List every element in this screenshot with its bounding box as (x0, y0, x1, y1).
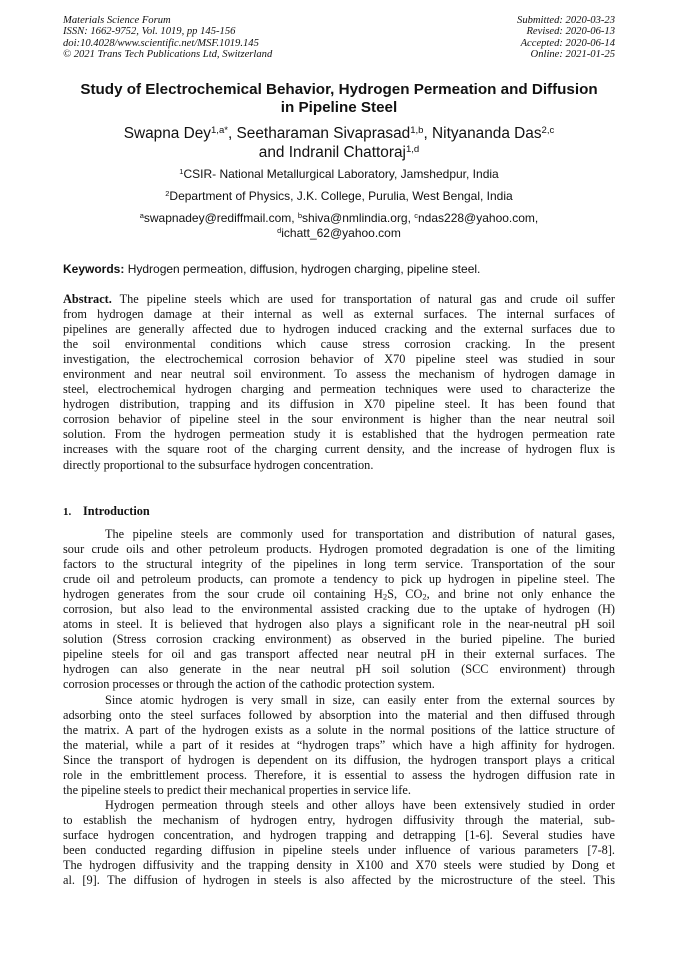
body-line: The pipeline steels are commonly used for transportation and distribution of natural gases, (105, 527, 615, 541)
author-list (40, 124, 638, 162)
affiliation-marker: 2 (165, 188, 170, 198)
affiliation-text: Department of Physics, J.K. College, Purulia, West Bengal, India (169, 189, 513, 203)
author-name: and Indranil Chattoraj (258, 144, 406, 161)
abstract-line: directly proportional to the subsurface hydrogen concentration. (63, 457, 374, 472)
author-separator: , (423, 125, 433, 142)
body-line: factors to the structural integrity of the pipelines in long term service. Transportation of the sour (63, 557, 615, 572)
keywords (63, 262, 480, 276)
body-line: hydrogen can also generate in the near neutral pH soil solution (SCC environment) through (63, 662, 615, 677)
body-line: atoms in steel. It is believed that hydrogen also plays a significant role in the near-neutral pH soil (63, 617, 615, 632)
introduction-body (63, 527, 615, 888)
author-affiliation-marker: 1,a* (211, 124, 228, 136)
body-line: the matrix. A part of the hydrogen exists as a solute in the normal positions of the lattice structure of (63, 722, 615, 737)
abstract-line: the soil environmental conditions which cause stress corrosion cracking. In the present (63, 337, 615, 352)
author-affiliation-marker: 1,b (410, 124, 424, 136)
author-name: Swapna Dey (123, 125, 211, 142)
author-separator: , (227, 125, 237, 142)
body-line: role in the embrittlement process. Therefore, it is essential to assess the hydrogen diffusion rate in (63, 767, 615, 782)
section-title: Introduction (83, 504, 150, 518)
body-line: sour crude oils and other petroleum products. Hydrogen promoted degradation is one of the limiting (63, 542, 615, 557)
body-line: Since atomic hydrogen is very small in size, can easily enter from the external sources by (105, 692, 615, 707)
abstract-text: The pipeline steels which are used for transportation of natural gas and crude oil suffer (111, 292, 615, 306)
subscript: 2 (382, 591, 388, 602)
body-line: the material, while a part of it resides at “hydrogen traps” which have a high affinity for hydrogen. (63, 737, 615, 752)
journal-name: Materials Science Forum (63, 15, 171, 26)
abstract-line: pipelines are generally affected due to hydrogen induced cracking and the external surfaces due to (63, 322, 615, 337)
body-line: the pipeline steels to predict their mechanical properties in service life. (63, 782, 411, 797)
body-line: Since the transport of hydrogen is dependent on its diffusion, the hydrogen transport plays a critical (63, 752, 615, 767)
body-line: corrosion, but also lead to the environmental assisted cracking due to the uptake of hydrogen (H) (63, 602, 615, 617)
email-link[interactable]: swapnadey@rediffmail.com, (143, 211, 298, 225)
abstract-line: from hydrogen damage at their internal as well as external surfaces. The internal surfaces of (63, 307, 615, 322)
body-line: pipeline steels for oil and gas transport affected near neutral pH in their external surfaces. The (63, 647, 615, 662)
title-line-2: in Pipeline Steel (280, 99, 398, 116)
keywords-text: Hydrogen permeation, diffusion, hydrogen charging, pipeline steel. (124, 262, 481, 276)
section-number: 1. (63, 506, 72, 518)
abstract-line: environment and near neutral soil environment. To assess the mechanism of hydrogen damage in (63, 367, 615, 382)
author-name: Seetharaman Sivaprasad (236, 125, 411, 142)
journal-doi: doi:10.4028/www.scientific.net/MSF.1019.145 (63, 37, 259, 49)
body-line: been conducted regarding diffusion in pipeline steels under influence of various parameters [7-8]. (63, 842, 615, 857)
author-emails (40, 211, 638, 240)
body-line: solution (Stress corrosion cracking environment) as observed in the buried pipeline. The buried (63, 632, 615, 647)
email-link[interactable]: ndas228@yahoo.com, (418, 211, 539, 225)
abstract-line: steel, electrochemical hydrogen charging and permeation techniques were used to characterize the (63, 382, 615, 397)
email-marker: c (414, 210, 418, 220)
body-text: S, CO (387, 587, 423, 602)
email-link[interactable]: ichatt_62@yahoo.com (281, 225, 401, 240)
abstract-line (63, 292, 615, 307)
date-accepted: Accepted: 2020-06-14 (520, 37, 615, 49)
affiliation-text: CSIR- National Metallurgical Laboratory, Jamshedpur, India (183, 167, 499, 181)
publication-dates (517, 15, 615, 61)
abstract-line: investigation, the electrochemical corrosion behavior of X70 pipeline steel was studied in sour (63, 352, 615, 367)
email-marker: a (139, 210, 144, 220)
affiliation-marker: 1 (179, 166, 184, 176)
body-line: corrosion processes or through the action of the cathodic protection system. (63, 677, 435, 692)
body-line: surface hydrogen concentration, and hydrogen trapping and detrapping [1-6]. Several studies have (63, 827, 615, 842)
journal-issn: ISSN: 1662-9752, Vol. 1019, pp 145-156 (63, 26, 236, 38)
author-affiliation-marker: 2,c (541, 124, 555, 136)
body-line: adsorbing onto the steel surfaces followed by absorption into the material and then diffused through (63, 707, 615, 722)
affiliation-2 (40, 189, 638, 203)
subscript: 2 (422, 591, 427, 602)
date-online: Online: 2021-01-25 (530, 49, 615, 61)
journal-header (63, 15, 272, 61)
abstract (63, 292, 615, 473)
email-marker: b (297, 210, 303, 220)
abstract-line: solution. From the hydrogen permeation study it is established that the hydrogen permeation rate (63, 427, 615, 442)
journal-copyright: © 2021 Trans Tech Publications Ltd, Switzerland (63, 49, 273, 61)
email-marker: d (277, 225, 282, 235)
body-text: , and brine not only enhance the (426, 587, 615, 602)
abstract-line: increases with the square root of the charging current density, and the increase of hydrogen flux is (63, 442, 615, 457)
affiliation-1 (40, 167, 638, 181)
date-revised: Revised: 2020-06-13 (526, 26, 615, 38)
abstract-label: Abstract. (63, 292, 112, 306)
body-line: al. [9]. The diffusion of hydrogen in steels is also affected by the microstructure of the steel. This (63, 873, 615, 888)
email-link[interactable]: shiva@nmlindia.org, (302, 211, 415, 225)
date-submitted: Submitted: 2020-03-23 (517, 15, 615, 26)
keywords-label: Keywords: (63, 262, 125, 276)
body-line (63, 587, 615, 602)
body-line: to establish the mechanism of hydrogen entry, hydrogen diffusivity through the material, sub- (63, 812, 615, 827)
title-line-1: Study of Electrochemical Behavior, Hydrogen Permeation and Diffusion (80, 81, 598, 98)
section-heading-introduction (63, 504, 150, 519)
body-text: hydrogen generates from the sour crude oil containing H (63, 587, 383, 602)
body-line: crude oil and petroleum products, can promote a tendency to pick up hydrogen in pipeline steel. The (63, 572, 615, 587)
abstract-line: hydrogen distribution, trapping and its diffusion in X70 pipeline steel. It has been found that (63, 397, 615, 412)
body-line: Hydrogen permeation through steels and other alloys have been extensively studied in order (105, 797, 615, 812)
body-line: The hydrogen diffusivity and the trapping density in X100 and X70 steels were studied by Dong et (63, 858, 615, 873)
abstract-line: corrosion behavior of pipeline steel in the sour environment is higher than the near neutral soil (63, 412, 615, 427)
author-affiliation-marker: 1,d (405, 143, 420, 155)
author-name: Nityananda Das (432, 125, 542, 142)
paper-title (40, 81, 638, 117)
